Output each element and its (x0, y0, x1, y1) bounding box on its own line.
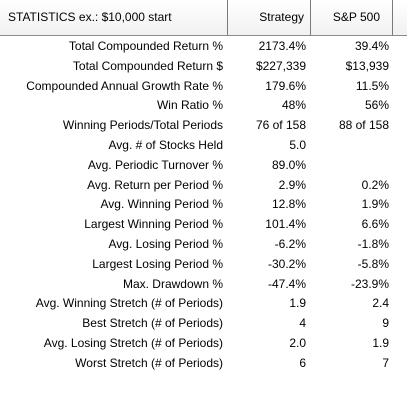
table-header (0, 0, 407, 36)
column-header-strategy[interactable]: Strategy (228, 0, 311, 35)
row-label: Win Ratio % (156, 98, 223, 113)
row-label: Avg. Losing Period % (108, 236, 223, 251)
table-row[interactable] (0, 235, 407, 255)
table-row[interactable] (0, 116, 407, 136)
row-label: Total Compounded Return $ (72, 58, 223, 73)
benchmark-value: 56% (364, 98, 389, 113)
table-row[interactable] (0, 176, 407, 196)
strategy-value: 1.9 (289, 296, 306, 311)
strategy-value: -47.4% (267, 276, 306, 291)
row-label: Compounded Annual Growth Rate % (26, 78, 223, 93)
row-label: Largest Losing Period % (92, 256, 223, 271)
row-label: Best Stretch (# of Periods) (82, 316, 223, 331)
table-row[interactable] (0, 136, 407, 156)
row-label: Winning Periods/Total Periods (62, 118, 223, 133)
strategy-value: 2.0 (289, 335, 306, 350)
table-row[interactable] (0, 195, 407, 215)
strategy-value: 179.6% (265, 78, 306, 93)
row-label: Avg. Winning Stretch (# of Periods) (35, 296, 223, 311)
strategy-value: -30.2% (267, 256, 306, 271)
strategy-value: 48% (281, 98, 306, 113)
row-label: Avg. # of Stocks Held (108, 137, 223, 152)
row-label: Avg. Losing Stretch (# of Periods) (43, 335, 223, 350)
row-label: Avg. Return per Period % (87, 177, 223, 192)
column-header-filler (393, 0, 407, 35)
benchmark-value: -5.8% (357, 256, 389, 271)
strategy-value: 4 (299, 316, 306, 331)
row-label: Avg. Winning Period % (100, 197, 223, 212)
benchmark-value: 9 (382, 316, 389, 331)
row-label: Total Compounded Return % (68, 39, 223, 53)
column-header-sp500[interactable]: S&P 500 (311, 0, 393, 35)
strategy-value: 2173.4% (258, 39, 306, 53)
benchmark-value: 39.4% (354, 39, 389, 53)
strategy-value: 2.9% (278, 177, 306, 192)
strategy-value: 101.4% (265, 217, 306, 232)
table-row[interactable] (0, 215, 407, 235)
benchmark-value: 2.4 (372, 296, 389, 311)
benchmark-value: 7 (382, 355, 389, 370)
strategy-value: 12.8% (271, 197, 306, 212)
row-label: Avg. Periodic Turnover % (87, 157, 223, 172)
table-row[interactable] (0, 314, 407, 334)
row-label: Max. Drawdown % (122, 276, 223, 291)
row-label: Worst Stretch (# of Periods) (75, 355, 223, 370)
table-row[interactable] (0, 255, 407, 275)
benchmark-value: -1.8% (357, 236, 389, 251)
strategy-value: 6 (299, 355, 306, 370)
benchmark-value: 88 of 158 (338, 118, 389, 133)
column-header-statistics[interactable]: STATISTICS ex.: $10,000 start (0, 0, 228, 35)
row-label: Largest Winning Period % (84, 217, 223, 232)
table-row[interactable] (0, 275, 407, 295)
table-row[interactable] (0, 354, 407, 374)
strategy-value: 5.0 (289, 137, 306, 152)
benchmark-value: 1.9 (372, 335, 389, 350)
benchmark-value: 0.2% (361, 177, 389, 192)
benchmark-value: $13,939 (345, 58, 389, 73)
benchmark-value: 1.9% (361, 197, 389, 212)
table-row[interactable] (0, 57, 407, 77)
strategy-value: 89.0% (271, 157, 306, 172)
benchmark-value: -23.9% (350, 276, 389, 291)
table-row[interactable] (0, 334, 407, 354)
table-row[interactable] (0, 156, 407, 176)
strategy-value: $227,339 (255, 58, 306, 73)
benchmark-value: 11.5% (355, 78, 389, 93)
strategy-value: -6.2% (274, 236, 306, 251)
table-row[interactable] (0, 77, 407, 97)
table-row[interactable] (0, 96, 407, 116)
table-row[interactable] (0, 294, 407, 314)
table-row[interactable] (0, 37, 407, 57)
statistics-table (0, 37, 407, 374)
strategy-value: 76 of 158 (255, 118, 306, 133)
benchmark-value: 6.6% (361, 217, 389, 232)
